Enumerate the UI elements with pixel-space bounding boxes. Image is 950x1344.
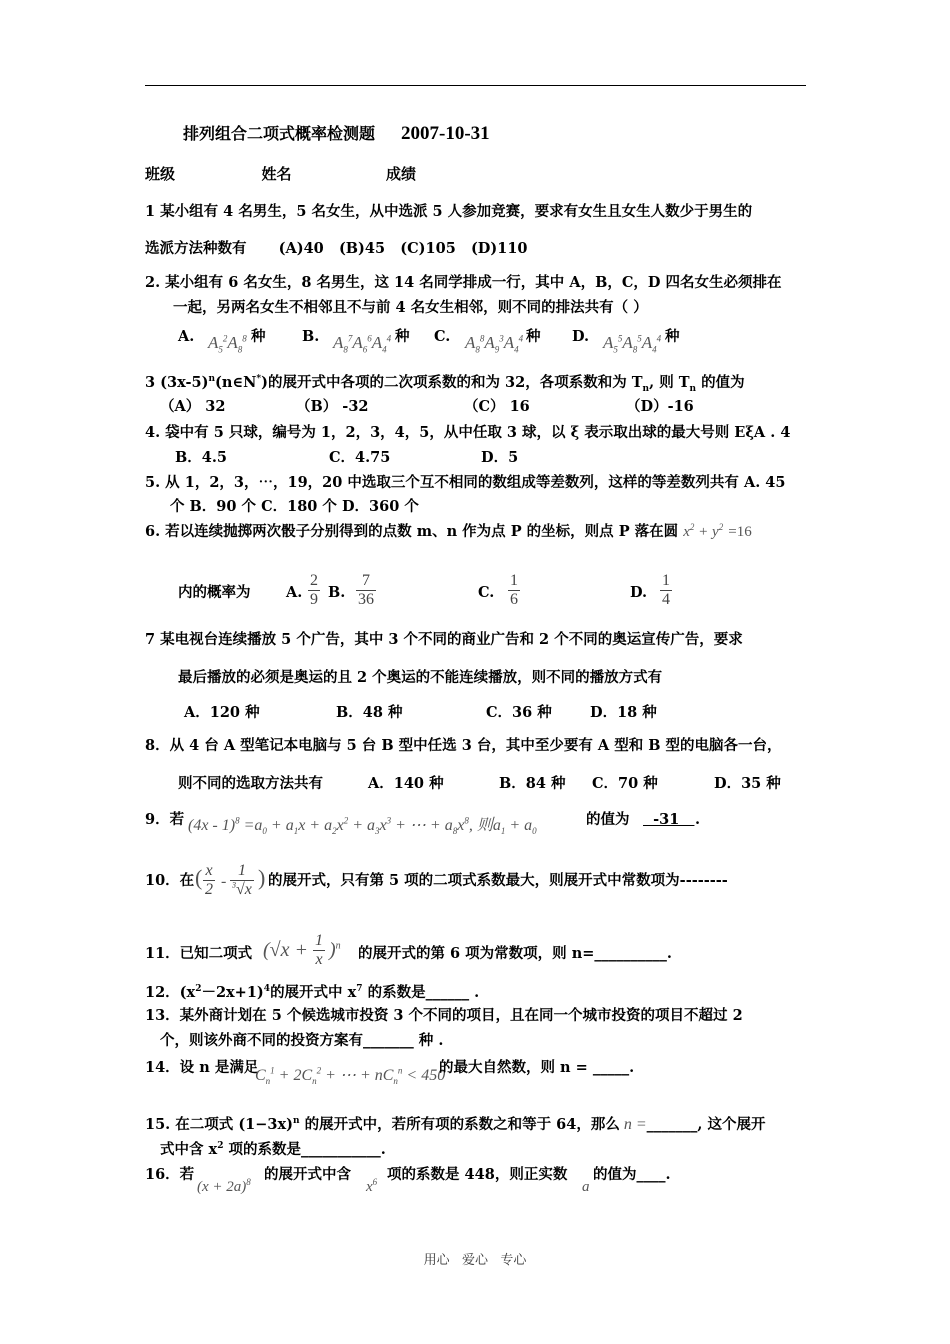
- q2-suffix-c: 种: [526, 328, 541, 345]
- field-score: 成绩: [385, 165, 416, 183]
- q15-l2c: 项的系数是___________.: [223, 1141, 386, 1158]
- q16-mid2: 项的系数是 448，则正实数: [387, 1166, 568, 1183]
- q8-choice-b: B．84 种: [499, 775, 566, 792]
- q2-formula-b: $A_8^7A_6^6A_4^4$: [333, 333, 392, 355]
- q13-line1: 13．某外商计划在 5 个候选城市投资 3 个不同的项目，且在同一个城市投资的项目不超过 2: [145, 1007, 743, 1024]
- q12-b: 2: [195, 984, 202, 995]
- q6-frac-d: [660, 572, 672, 609]
- q1-choice-d: (D)110: [470, 240, 528, 257]
- q2-label-a: A.: [178, 328, 195, 345]
- q6-frac-d-den: 4: [662, 591, 670, 608]
- q6-frac-a: [308, 572, 320, 609]
- q3-text-e: )的展开式中各项的二次项系数的和为 32，各项系数和为 T: [261, 374, 643, 391]
- doc-date: 2007-10-31: [401, 123, 490, 144]
- header-rule: [145, 85, 806, 86]
- q5-line2: 个 B．90 个 C．180 个 D．360 个: [170, 498, 419, 515]
- q11-line: [145, 930, 825, 980]
- q12-line: [145, 983, 479, 1003]
- q4-line1: 4. 袋中有 5 只球，编号为 1，2，3，4，5，从中任取 3 球，以 ξ 表示取出球的最大号则 EξA . 4: [145, 424, 791, 441]
- q2-label-c: C.: [434, 328, 451, 345]
- q15-d: _______, 这个展开: [646, 1116, 766, 1133]
- q9-answer: -31: [643, 811, 695, 828]
- q6-choices: [178, 572, 818, 620]
- q15-b: n: [293, 1116, 300, 1127]
- q6-frac-b-num: 7: [356, 572, 376, 591]
- q2-choices: [178, 327, 818, 357]
- q6-line1: [145, 522, 752, 542]
- q12-a: 12．(x: [145, 984, 196, 1001]
- q10-frac-2: $\frac{1}{^3√x}$: [232, 862, 252, 898]
- q11-frac: $\frac{1}{x}$: [315, 932, 323, 968]
- q15-a: 15. 在二项式 (1−3x): [145, 1116, 294, 1133]
- q6-label-b: B.: [328, 584, 346, 601]
- q10-suffix: 的展开式，只有第 5 项的二项式系数最大，则展开式中常数项为--------: [268, 872, 728, 889]
- q2-formula-d: $A_5^5A_8^5A_4^4$: [603, 333, 662, 355]
- q12-g: 的系数是______ .: [362, 984, 480, 1001]
- q3-choice-d: （D）-16: [626, 398, 694, 415]
- q12-c: －2x+1): [201, 984, 264, 1001]
- q9-line: [145, 810, 825, 840]
- q3-choice-a: （A） 32: [160, 398, 226, 415]
- q15-c: 的展开式中，若所有项的系数之和等于 64，那么: [299, 1116, 620, 1133]
- q6-frac-a-den: 9: [310, 591, 318, 608]
- q6-circle-value: =16: [728, 524, 752, 540]
- q6-frac-c: [508, 572, 520, 609]
- q6-label-c: C.: [478, 584, 495, 601]
- q6-frac-d-num: 1: [662, 572, 670, 589]
- q15-l2b: 2: [217, 1141, 224, 1152]
- q6-frac-b-den: 36: [358, 591, 374, 608]
- q8-choice-a: A．140 种: [368, 775, 444, 792]
- q2-suffix-d: 种: [665, 328, 680, 345]
- q11-formula-end: )$^n$: [329, 939, 341, 961]
- q10-minus: -: [221, 873, 227, 890]
- q2-suffix-b: 种: [395, 328, 410, 345]
- q15-l2a: 式中含 x: [160, 1141, 218, 1158]
- q13-line2: 个，则该外商不同的投资方案有_______ 种 .: [160, 1032, 444, 1049]
- q7-line2: 最后播放的必须是奥运的且 2 个奥运的不能连续播放，则不同的播放方式有: [178, 669, 663, 686]
- q6-frac-b: [356, 572, 376, 609]
- q14-suffix: 的最大自然数，则 n = _____.: [439, 1059, 635, 1076]
- q1-choice-c: (C)105: [400, 240, 456, 257]
- q3-choice-b: （B） -32: [296, 398, 369, 415]
- q8-choice-d: D．35 种: [714, 775, 781, 792]
- page-footer: 用心 爱心 专心: [423, 1253, 527, 1268]
- q3-sub-n2: n: [689, 383, 697, 394]
- q10-line: [145, 860, 825, 916]
- doc-title: 排列组合二项式概率检测题: [183, 124, 376, 143]
- q7-choice-b: B．48 种: [336, 704, 403, 721]
- q2-formula-a: $A_5^2A_8^8$: [208, 333, 247, 355]
- q12-d: 4: [263, 984, 271, 995]
- q6-text: 6. 若以连续抛掷两次骰子分别得到的点数 m、n 作为点 P 的坐标，则点 P 落在圆: [145, 523, 679, 540]
- q11-suffix: 的展开式的第 6 项为常数项，则 n=__________.: [358, 945, 672, 962]
- q8-prompt: 则不同的选取方法共有: [178, 775, 323, 792]
- q6-circle-eq: $x^2 + y^2$: [683, 522, 724, 540]
- q1-choice-a: (A)40: [278, 240, 324, 257]
- title-line: [183, 124, 490, 145]
- q9-end: .: [695, 811, 701, 828]
- q6-frac-a-num: 2: [310, 572, 318, 589]
- q12-f: 7: [356, 984, 363, 995]
- field-name: 姓名: [261, 165, 292, 183]
- q9-formula: $(4x - 1)^8 =a_0 + a_1x + a_2x^2 + a_3x^3$ + ⋯ + $a_8x^8$, 则$a_1 + a_0$: [188, 815, 537, 837]
- q16-mid: 的展开式中含: [264, 1166, 351, 1183]
- q2-suffix-a: 种: [251, 328, 266, 345]
- q9-suffix: 的值为: [586, 811, 630, 828]
- q6-frac-c-num: 1: [510, 572, 518, 589]
- q16-x6: $x^6$: [366, 1177, 378, 1195]
- q11-formula: (√x +: [263, 939, 309, 961]
- q2-label-b: B.: [302, 328, 320, 345]
- q1-choice-b: (B)45: [338, 240, 386, 257]
- q3-sup-n: n: [208, 374, 215, 385]
- q2-line1: 2. 某小组有 6 名女生，8 名男生，这 14 名同学排成一行，其中 A，B，C，D 四名女生必须排在: [145, 274, 782, 291]
- q1-line2: [145, 239, 528, 259]
- q2-line2: 一起，另两名女生不相邻且不与前 4 名女生相邻，则不同的排法共有（ ）: [173, 299, 648, 316]
- header-fields: [145, 164, 416, 184]
- q3-sup-star: *: [256, 374, 262, 385]
- q10-frac-1: $\frac{x}{2}$: [205, 862, 213, 898]
- q10-paren-close: ): [258, 865, 266, 890]
- q3-text-g: , 则 T: [649, 374, 690, 391]
- q3-text-c: (n∈N: [215, 374, 257, 391]
- q7-choice-d: D．18 种: [590, 704, 657, 721]
- q7-choice-c: C．36 种: [486, 704, 552, 721]
- q3-choice-c: （C） 16: [464, 398, 530, 415]
- q15-n-eq: n =: [619, 1116, 647, 1133]
- q16-formula: $(x + 2a)^8$: [197, 1177, 251, 1195]
- q3-text-a: 3 (3x-5): [145, 374, 209, 391]
- q6-label-d: D.: [630, 584, 648, 601]
- q9-prefix: 9．若: [145, 811, 185, 828]
- q16-suffix: 的值为____.: [593, 1166, 671, 1183]
- q14-line: [145, 1058, 825, 1088]
- q10-paren-open: (: [195, 865, 203, 890]
- q3-sub-n1: n: [642, 383, 650, 394]
- q2-formula-c: $A_8^8A_9^3A_4^4$: [465, 333, 524, 355]
- q4-choice-d: D．5: [481, 449, 519, 466]
- q10-prefix: 10．在: [145, 872, 195, 889]
- field-class: 班级: [145, 165, 176, 183]
- q6-frac-c-den: 6: [510, 591, 518, 608]
- q4-choice-c: C．4.75: [329, 449, 391, 466]
- q15-line2: [160, 1140, 386, 1160]
- q7-choice-a: A．120 种: [184, 704, 260, 721]
- q2-label-d: D.: [572, 328, 590, 345]
- q1-prompt: 选派方法种数有: [145, 240, 247, 257]
- q3-line1: [145, 373, 745, 393]
- q1-line1: 1 某小组有 4 名男生，5 名女生，从中选派 5 人参加竞赛，要求有女生且女生人数少于男生的: [145, 203, 753, 220]
- q3-text-i: 的值为: [696, 374, 745, 391]
- q7-line1: 7 某电视台连续播放 5 个广告，其中 3 个不同的商业广告和 2 个不同的奥运宣传广告，要求: [145, 631, 743, 648]
- q5-line1: 5. 从 1，2，3，⋯，19，20 中选取三个互不相同的数组成等差数列，这样的等差数列共有 A. 45: [145, 474, 786, 491]
- q8-choice-c: C．70 种: [592, 775, 658, 792]
- q11-prefix: 11．已知二项式: [145, 945, 253, 962]
- q15-line1: [145, 1115, 766, 1135]
- q16-a: a: [582, 1179, 590, 1195]
- q6-prompt: 内的概率为: [178, 584, 251, 601]
- q14-prefix: 14．设 n 是满足: [145, 1059, 259, 1076]
- q6-label-a: A.: [286, 584, 303, 601]
- q16-line: [145, 1165, 825, 1199]
- q8-line1: 8．从 4 台 A 型笔记本电脑与 5 台 B 型中任选 3 台，其中至少要有 A 型和 B 型的电脑各一台，: [145, 737, 782, 754]
- q16-prefix: 16．若: [145, 1166, 195, 1183]
- q12-e: 的展开式中 x: [270, 984, 357, 1001]
- q4-choice-b: B．4.5: [175, 449, 227, 466]
- q14-formula: $C_n^1 + 2C_n^2$ + ⋯ + $nC_n^n < 450$: [255, 1065, 446, 1087]
